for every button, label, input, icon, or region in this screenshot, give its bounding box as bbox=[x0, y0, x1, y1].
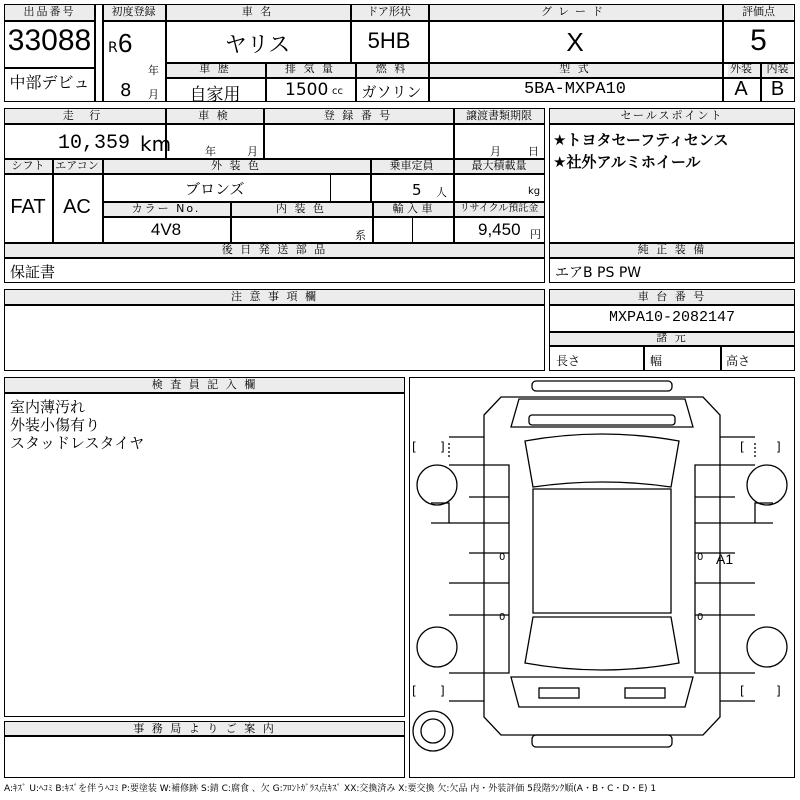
header-dimensions: 諸 元 bbox=[656, 331, 688, 344]
zero-right-front: 0 bbox=[697, 552, 704, 563]
header-inspection: 車 検 bbox=[198, 109, 230, 122]
width-label: 幅 bbox=[650, 354, 663, 368]
header-model: 型 式 bbox=[559, 62, 591, 75]
selling-point-2: ★社外アルミホイール bbox=[553, 153, 701, 171]
header-recycle: リサイクル預託金 bbox=[459, 203, 539, 214]
year-unit: 年 bbox=[148, 64, 159, 77]
damage-marker-a1: A1 bbox=[716, 551, 734, 567]
zero-left-rear: 0 bbox=[499, 612, 506, 623]
header-selling-points: セールスポイント bbox=[620, 109, 724, 122]
series-unit: 系 bbox=[355, 229, 366, 242]
bracket-front-left-close: ] bbox=[440, 440, 445, 454]
header-score: 評価点 bbox=[742, 5, 775, 18]
car-diagram bbox=[409, 377, 795, 778]
bracket-front-left: [ bbox=[412, 440, 417, 454]
bracket-front-right-close: ] bbox=[776, 440, 781, 454]
month-unit: 月 bbox=[148, 88, 159, 101]
ac-value: AC bbox=[63, 196, 91, 218]
header-shift: シフト bbox=[11, 159, 45, 172]
header-max-load: 最大積載量 bbox=[471, 159, 527, 172]
interior-grade: B bbox=[770, 78, 785, 100]
capacity-value: 5 bbox=[412, 181, 422, 199]
height-label: 高さ bbox=[726, 354, 751, 368]
reg-year: 6 bbox=[118, 28, 133, 58]
km-unit: km bbox=[140, 132, 172, 156]
kg-unit: kg bbox=[528, 186, 541, 197]
header-grade: グレード bbox=[541, 5, 609, 18]
displacement-value: 1500 bbox=[285, 80, 329, 100]
header-displacement: 排 気 量 bbox=[285, 62, 335, 75]
header-first-reg: 初度登録 bbox=[111, 5, 156, 18]
inspector-note-2: 外装小傷有り bbox=[10, 416, 101, 434]
options-value: エアB PS PW bbox=[555, 265, 642, 281]
zero-left-front: 0 bbox=[499, 552, 506, 563]
header-interior: 内装 bbox=[766, 62, 789, 75]
length-label: 長さ bbox=[556, 354, 581, 368]
header-chassis: 車 台 番 号 bbox=[637, 290, 707, 303]
venue-name: 中部デビュ bbox=[9, 73, 90, 92]
header-ac: エアコン bbox=[55, 159, 99, 172]
color-no-value: 4V8 bbox=[150, 220, 182, 239]
header-import: 輸 入 車 bbox=[392, 202, 433, 215]
header-options: 純 正 装 備 bbox=[637, 243, 707, 256]
ext-color-value: ブロンズ bbox=[185, 180, 245, 198]
car-name-value: ヤリス bbox=[224, 33, 291, 58]
header-inspector: 検 査 員 記 入 欄 bbox=[151, 378, 258, 391]
header-int-color: 内 装 色 bbox=[276, 202, 326, 215]
bracket-rear-left: [ bbox=[412, 684, 417, 698]
exterior-grade: A bbox=[734, 78, 748, 100]
header-capacity: 乗車定員 bbox=[389, 159, 434, 172]
legend-text: A:ｷｽﾞ U:ﾍｺﾐ B:ｷｽﾞを伴うﾍｺﾐ P:要塗装 W:補修跡 S:錆 C:腐食 、欠 G:ﾌﾛﾝﾄｶﾞﾗｽ点ｷｽﾞ XX:交換済み X:要交換 欠:欠品 内・外装評価 5段階ﾗﾝｸ順(A・B・C・D・E) 1 bbox=[4, 784, 657, 794]
zero-right-rear: 0 bbox=[697, 612, 704, 623]
bracket-rear-right-close: ] bbox=[776, 684, 781, 698]
header-mileage: 走 行 bbox=[62, 109, 107, 122]
selling-point-1: ★トヨタセーフティセンス bbox=[553, 131, 729, 149]
score-value: 5 bbox=[750, 24, 767, 57]
model-value: 5BA-MXPA10 bbox=[523, 80, 627, 99]
header-transfer-deadline: 譲渡書類期限 bbox=[466, 109, 532, 122]
header-history: 車 歴 bbox=[199, 62, 231, 75]
header-ext-color: 外 装 色 bbox=[211, 159, 261, 172]
header-fuel: 燃 料 bbox=[375, 62, 408, 75]
header-notes: 注 意 事 項 欄 bbox=[231, 290, 318, 303]
bracket-rear-right: [ bbox=[740, 684, 745, 698]
deadline-day-unit: 日 bbox=[528, 145, 539, 158]
header-office: 事 務 局 よ り ご 案 内 bbox=[133, 722, 276, 735]
era-label: R bbox=[108, 40, 118, 56]
shift-value: FAT bbox=[10, 196, 46, 218]
deadline-month-unit: 月 bbox=[490, 145, 501, 158]
bracket-rear-left-close: ] bbox=[440, 684, 445, 698]
inspection-year-unit: 年 bbox=[205, 145, 216, 158]
persons-unit: 人 bbox=[436, 186, 447, 199]
bracket-front-right: [ bbox=[740, 440, 745, 454]
door-value: 5HB bbox=[367, 28, 411, 53]
header-car-name: 車 名 bbox=[241, 5, 274, 18]
parts-value: 保証書 bbox=[10, 263, 56, 281]
yen-unit: 円 bbox=[530, 228, 541, 241]
header-parts: 後 日 発 送 部 品 bbox=[221, 243, 328, 256]
recycle-value: 9,450 bbox=[478, 220, 521, 239]
history-value: 自家用 bbox=[189, 85, 241, 105]
header-door: ドア形状 bbox=[367, 5, 411, 18]
cc-unit: cc bbox=[332, 86, 343, 97]
inspector-note-3: スタッドレスタイヤ bbox=[10, 434, 145, 452]
header-color-no: カラー No. bbox=[131, 202, 201, 215]
reg-month: 8 bbox=[120, 80, 132, 101]
mileage-value: 10,359 bbox=[58, 132, 131, 155]
lot-number: 33088 bbox=[7, 24, 92, 57]
fuel-value: ガソリン bbox=[361, 83, 422, 101]
inspector-note-1: 室内薄汚れ bbox=[10, 398, 86, 416]
chassis-no-value: MXPA10-2082147 bbox=[608, 309, 736, 326]
header-exterior: 外装 bbox=[730, 62, 752, 75]
inspection-month-unit: 月 bbox=[247, 145, 258, 158]
grade-value: X bbox=[566, 27, 584, 57]
header-lot-no: 出品番号 bbox=[23, 5, 76, 18]
header-reg-no: 登 録 番 号 bbox=[323, 109, 393, 122]
